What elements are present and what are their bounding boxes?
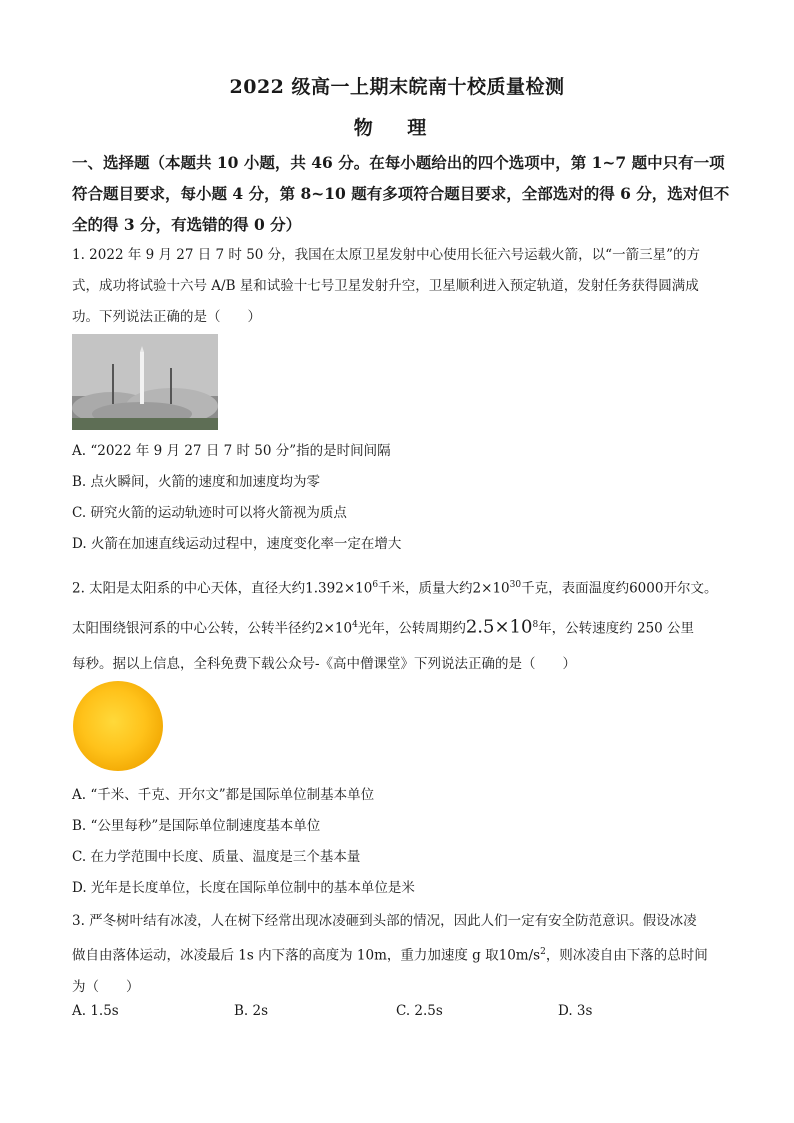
rocket-launch-photo bbox=[72, 334, 218, 430]
stem-line: 式，成功将试验十六号 A/B 星和试验十七号卫星发射升空，卫星顺利进入预定轨道，发射任务获得圆满成 bbox=[72, 278, 699, 294]
section-instructions bbox=[72, 147, 732, 240]
section-line: 符合题目要求，每小题 4 分，第 8~10 题有多项符合题目要求，全部选对的得 6 分，选对但不 bbox=[72, 184, 730, 203]
stem-line: 太阳围绕银河系的中心公转，公转半径约$2\times 10^4$光年，公转周期约$2.5\times 10^8$年，公转速度约 250 公里 bbox=[72, 616, 695, 637]
q1-option-c[interactable]: C. 研究火箭的运动轨迹时可以将火箭视为质点 bbox=[72, 505, 347, 521]
question-1-stem bbox=[72, 240, 732, 333]
q3-option-b[interactable]: B. 2s bbox=[234, 1003, 269, 1019]
q3-option-d[interactable]: D. 3s bbox=[558, 1003, 593, 1019]
q1-option-b[interactable]: B. 点火瞬间，火箭的速度和加速度均为零 bbox=[72, 474, 321, 490]
question-3-stem bbox=[72, 906, 732, 1003]
q2-option-a[interactable]: A. “千米、千克、开尔文”都是国际单位制基本单位 bbox=[72, 787, 375, 803]
stem-line: 为（ ） bbox=[72, 978, 140, 995]
exam-title: 2022 级高一上期末皖南十校质量检测 bbox=[229, 76, 565, 98]
q2-option-b[interactable]: B. “公里每秒”是国际单位制速度基本单位 bbox=[72, 818, 321, 834]
q1-option-a[interactable]: A. “2022 年 9 月 27 日 7 时 50 分”指的是时间间隔 bbox=[72, 443, 391, 459]
question-2-stem bbox=[72, 567, 732, 682]
section-line: 一、选择题（本题共 10 小题，共 46 分。在每小题给出的四个选项中，第 1~7 题中只有一项 bbox=[72, 153, 725, 172]
sun-image bbox=[73, 681, 163, 771]
q2-option-d[interactable]: D. 光年是长度单位，长度在国际单位制中的基本单位是米 bbox=[72, 880, 415, 896]
q3-options bbox=[72, 1003, 732, 1019]
subject-heading: 物 理 bbox=[353, 117, 441, 139]
q1-option-d[interactable]: D. 火箭在加速直线运动过程中，速度变化率一定在增大 bbox=[72, 536, 402, 552]
stem-line: 每秒。据以上信息，全科免费下载公众号-《高中僧课堂》下列说法正确的是（ ） bbox=[72, 656, 577, 672]
stem-line: 1. 2022 年 9 月 27 日 7 时 50 分，我国在太原卫星发射中心使用长征六号运载火箭，以“一箭三星”的方 bbox=[72, 247, 700, 263]
stem-line: 2. 太阳是太阳系的中心天体，直径大约$1.392\times 10^6$千米，质量大约$2\times 10^{30}$千克，表面温度约6000开尔文。 bbox=[72, 580, 718, 597]
stem-line: 3. 严冬树叶结有冰凌，人在树下经常出现冰凌砸到头部的情况，因此人们一定有安全防范意识。假设冰凌 bbox=[72, 913, 697, 929]
stem-line: 功。下列说法正确的是（ ） bbox=[72, 309, 261, 325]
q2-option-c[interactable]: C. 在力学范围中长度、质量、温度是三个基本量 bbox=[72, 849, 361, 865]
q3-option-a[interactable]: A. 1.5s bbox=[72, 1003, 119, 1019]
stem-line: 做自由落体运动，冰凌最后 1s 内下落的高度为 10m，重力加速度 g 取$10m/s^2$，则冰凌自由下落的总时间 bbox=[72, 947, 708, 964]
section-line: 全的得 3 分，有选错的得 0 分） bbox=[72, 215, 302, 234]
q3-option-c[interactable]: C. 2.5s bbox=[396, 1003, 443, 1019]
